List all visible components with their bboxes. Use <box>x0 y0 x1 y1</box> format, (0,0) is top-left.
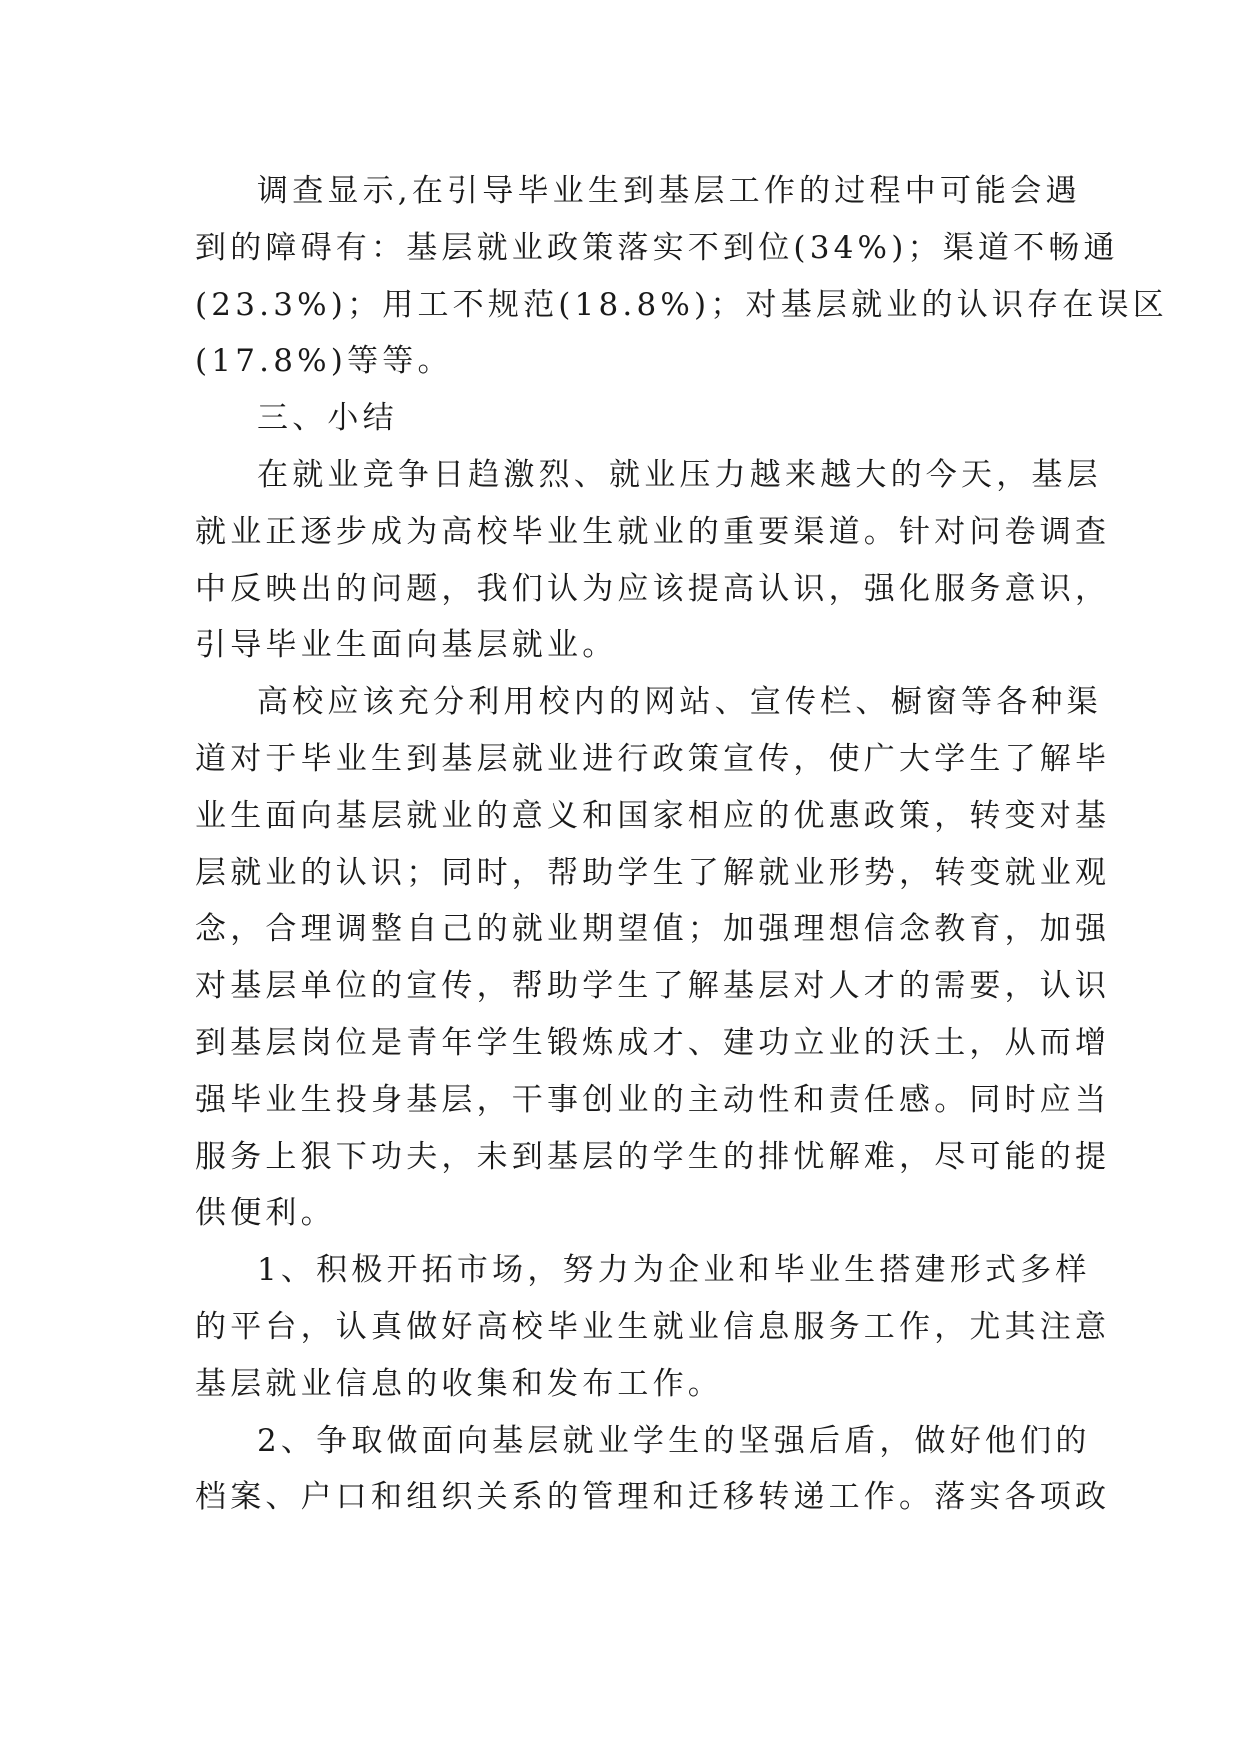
text-line: 2、争取做面向基层就业学生的坚强后盾，做好他们的 <box>257 1422 1091 1459</box>
text-line: 引导毕业生面向基层就业。 <box>195 627 618 664</box>
text-line: 高校应该充分利用校内的网站、宣传栏、橱窗等各种渠 <box>257 684 1102 721</box>
text-line: 三、小结 <box>257 400 398 437</box>
text-line: 到基层岗位是青年学生锻炼成才、建功立业的沃土，从而增 <box>195 1024 1111 1061</box>
text-line: 对基层单位的宣传，帮助学生了解基层对人才的需要，认识 <box>195 968 1111 1005</box>
text-line: 业生面向基层就业的意义和国家相应的优惠政策，转变对基 <box>195 797 1111 834</box>
text-line: 念，合理调整自己的就业期望值；加强理想信念教育，加强 <box>195 911 1111 948</box>
text-line: 服务上狠下功夫，未到基层的学生的排忧解难，尽可能的提 <box>195 1138 1111 1175</box>
text-line: (23.3%)；用工不规范(18.8%)；对基层就业的认识存在误区 <box>195 286 1168 323</box>
text-line: 的平台，认真做好高校毕业生就业信息服务工作，尤其注意 <box>195 1308 1111 1345</box>
text-line: 中反映出的问题，我们认为应该提高认识，强化服务意识， <box>195 570 1111 607</box>
document-body <box>195 163 1168 1526</box>
text-line: 到的障碍有：基层就业政策落实不到位(34%)；渠道不畅通 <box>195 229 1119 266</box>
text-line: 档案、户口和组织关系的管理和迁移转递工作。落实各项政 <box>195 1479 1111 1516</box>
text-line: 基层就业信息的收集和发布工作。 <box>195 1365 723 1402</box>
text-line: (17.8%)等等。 <box>195 343 453 380</box>
text-line: 供便利。 <box>195 1195 336 1232</box>
text-line: 强毕业生投身基层，干事创业的主动性和责任感。同时应当 <box>195 1081 1111 1118</box>
text-line: 在就业竞争日趋激烈、就业压力越来越大的今天，基层 <box>257 456 1102 493</box>
text-line: 就业正逐步成为高校毕业生就业的重要渠道。针对问卷调查 <box>195 513 1111 550</box>
text-line: 1、积极开拓市场，努力为企业和毕业生搭建形式多样 <box>257 1252 1091 1289</box>
text-line: 道对于毕业生到基层就业进行政策宣传，使广大学生了解毕 <box>195 740 1111 777</box>
text-line: 调查显示,在引导毕业生到基层工作的过程中可能会遇 <box>257 173 1081 209</box>
text-line: 层就业的认识；同时，帮助学生了解就业形势，转变就业观 <box>195 854 1111 891</box>
